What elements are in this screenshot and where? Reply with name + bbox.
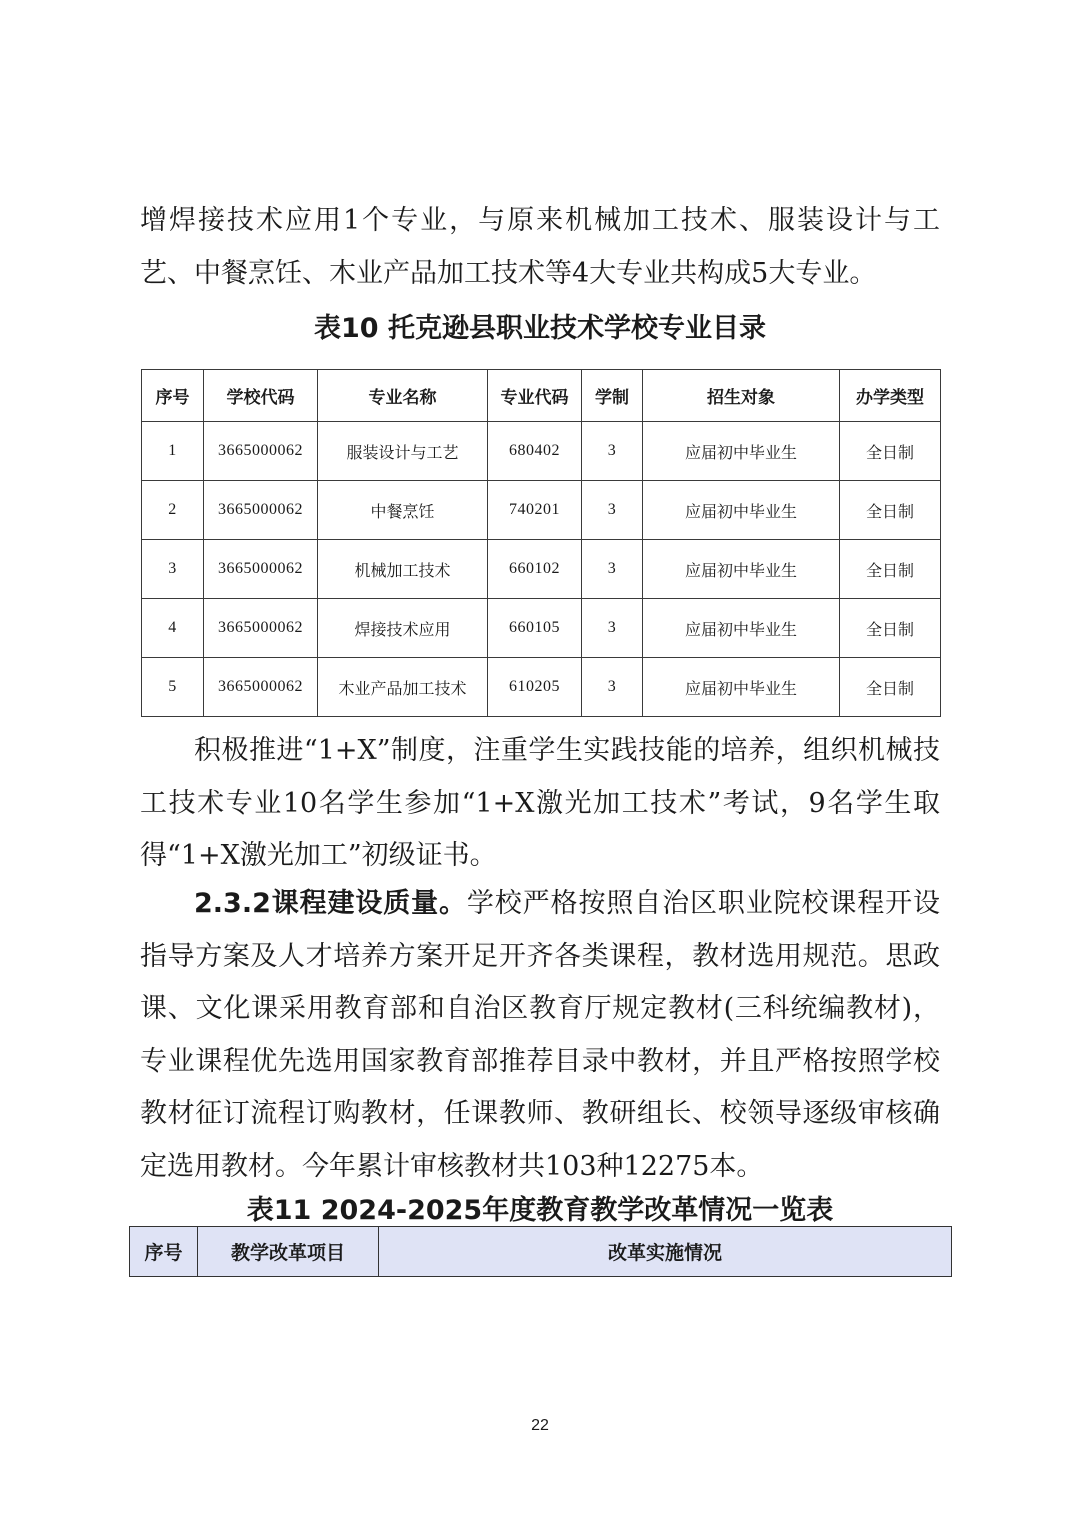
cell-enrollment-target: 应届初中毕业生 [643,599,840,658]
cell-major-code: 680402 [488,422,582,481]
cell-major-name: 焊接技术应用 [318,599,488,658]
cell-index: 5 [142,658,204,717]
table11-caption: 表11 2024-2025年度教育教学改革情况一览表 [246,1195,834,1226]
col-header-index: 序号 [130,1227,198,1277]
cell-school-code: 3665000062 [204,481,318,540]
cell-major-code: 610205 [488,658,582,717]
col-header-school-code: 学校代码 [204,370,318,422]
col-header-school-type: 办学类型 [840,370,941,422]
cell-school-type: 全日制 [840,658,941,717]
cell-major-name: 木业产品加工技术 [318,658,488,717]
reform-overview-table [129,1226,952,1277]
table-header-row [142,370,941,422]
cell-school-type: 全日制 [840,540,941,599]
paragraph-1x-system: 积极推进“1+X”制度，注重学生实践技能的培养，组织机械技工技术专业10名学生参加“1+X激光加工技术”考试，9名学生取得“1+X激光加工”初级证书。 [140,735,940,871]
table-row [142,658,941,717]
table-row [142,599,941,658]
cell-school-type: 全日制 [840,481,941,540]
col-header-index: 序号 [142,370,204,422]
cell-major-name: 服装设计与工艺 [318,422,488,481]
table-row [142,481,941,540]
table-row [142,422,941,481]
cell-school-type: 全日制 [840,422,941,481]
section-2-3-2-heading: 2.3.2课程建设质量。 [194,888,467,919]
cell-duration: 3 [582,658,643,717]
table10-caption: 表10 托克逊县职业技术学校专业目录 [314,313,766,344]
col-header-major-name: 专业名称 [318,370,488,422]
cell-school-code: 3665000062 [204,658,318,717]
section-2-3-2 [140,878,940,1193]
section-2-3-2-body: 学校严格按照自治区职业院校课程开设指导方案及人才培养方案开足开齐各类课程，教材选用规范。思政课、文化课采用教育部和自治区教育厅规定教材(三科统编教材)，专业课程优先选用国家教育部推荐目录中教材，并且严格按照学校教材征订流程订购教材，任课教师、教研组长、校领导逐级审核确定选用教材。今年累计审核教材共103种12275本。 [140,888,941,1182]
cell-index: 1 [142,422,204,481]
cell-enrollment-target: 应届初中毕业生 [643,540,840,599]
table-header-row [130,1227,952,1277]
col-header-enrollment-target: 招生对象 [643,370,840,422]
cell-major-code: 660105 [488,599,582,658]
cell-duration: 3 [582,599,643,658]
cell-major-name: 中餐烹饪 [318,481,488,540]
cell-duration: 3 [582,422,643,481]
table-row [142,540,941,599]
cell-school-code: 3665000062 [204,422,318,481]
col-header-reform-status: 改革实施情况 [379,1227,952,1277]
cell-index: 3 [142,540,204,599]
page-number: 22 [531,1417,549,1434]
intro-paragraph: 增焊接技术应用1个专业，与原来机械加工技术、服装设计与工艺、中餐烹饪、木业产品加工技术等4大专业共构成5大专业。 [140,205,940,289]
cell-school-type: 全日制 [840,599,941,658]
col-header-duration: 学制 [582,370,643,422]
cell-duration: 3 [582,540,643,599]
cell-school-code: 3665000062 [204,540,318,599]
cell-index: 2 [142,481,204,540]
cell-major-code: 660102 [488,540,582,599]
cell-enrollment-target: 应届初中毕业生 [643,658,840,717]
cell-major-code: 740201 [488,481,582,540]
cell-major-name: 机械加工技术 [318,540,488,599]
cell-index: 4 [142,599,204,658]
col-header-major-code: 专业代码 [488,370,582,422]
cell-enrollment-target: 应届初中毕业生 [643,422,840,481]
cell-school-code: 3665000062 [204,599,318,658]
cell-duration: 3 [582,481,643,540]
col-header-reform-project: 教学改革项目 [198,1227,379,1277]
cell-enrollment-target: 应届初中毕业生 [643,481,840,540]
major-catalog-table [141,369,941,717]
